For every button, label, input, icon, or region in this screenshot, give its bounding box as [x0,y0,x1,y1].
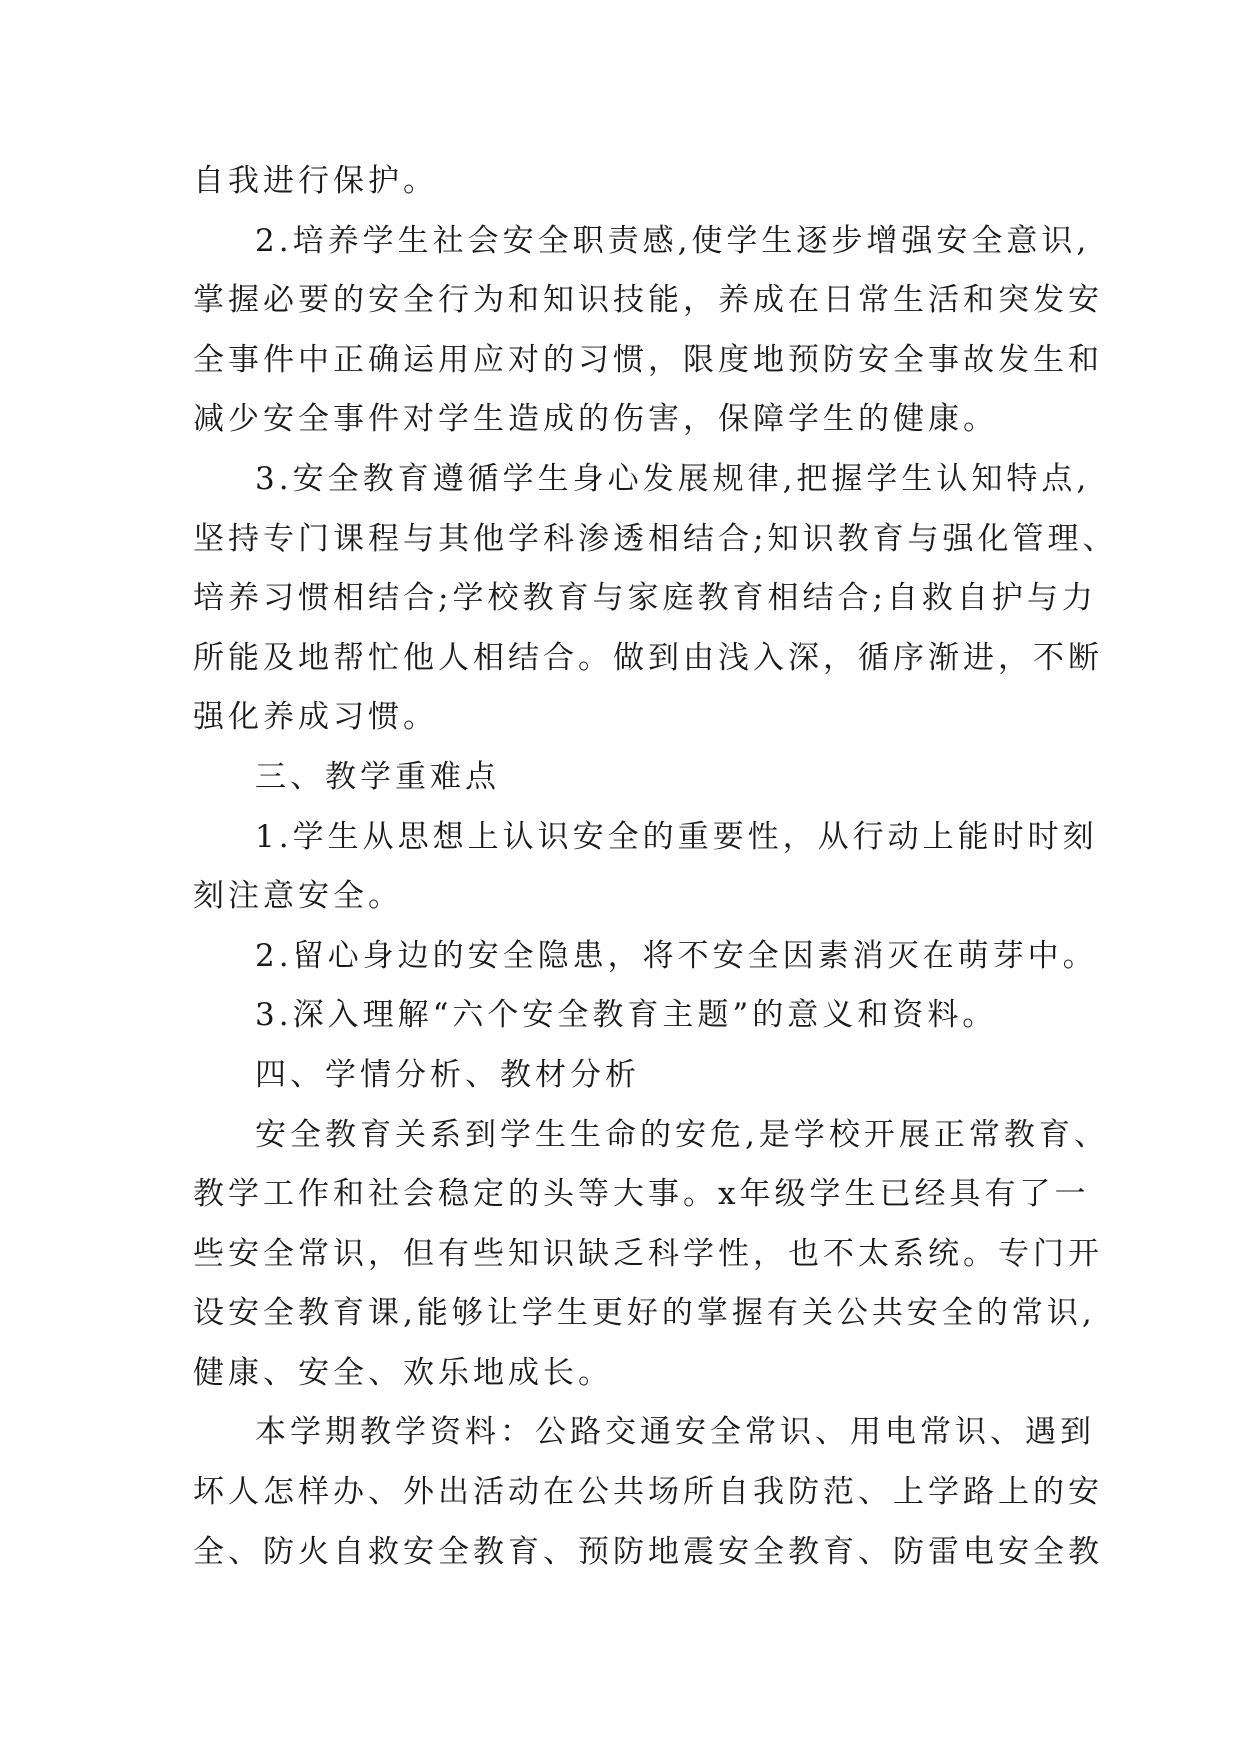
text-line: 本学期教学资料：公路交通安全常识、用电常识、遇到 [255,1414,1095,1451]
text-line: 自我进行保护。 [193,163,438,199]
text-line: 1.学生从思想上认识安全的重要性，从行动上能时时刻 [255,818,1098,855]
text-line: 些安全常识，但有些知识缺乏科学性，也不太系统。专门开 [193,1235,1103,1272]
text-line: 3.安全教育遵循学生身心发展规律,把握学生认知特点, [255,460,1091,497]
text-line: 掌握必要的安全行为和知识技能，养成在日常生活和突发安 [193,282,1103,319]
text-line: 2.留心身边的安全隐患，将不安全因素消灭在萌芽中。 [255,937,1098,974]
text-line: 3.深入理解“六个安全教育主题”的意义和资料。 [255,997,998,1034]
body-text [193,152,1118,1582]
text-line: 减少安全事件对学生造成的伤害，保障学生的健康。 [193,401,998,438]
text-line: 刻注意安全。 [193,878,403,915]
text-line: 坏人怎样办、外出活动在公共场所自我防范、上学路上的安 [193,1474,1103,1511]
text-line: 2.培养学生社会安全职责感,使学生逐步增强安全意识, [255,222,1091,259]
text-line: 培养习惯相结合;学校教育与家庭教育相结合;自救自护与力 [193,580,1097,617]
text-line: 强化养成习惯。 [193,699,438,736]
text-line: 全、防火自救安全教育、预防地震安全教育、防雷电安全教 [193,1533,1103,1570]
section-heading: 四、学情分析、教材分析 [255,1056,640,1093]
section-heading: 三、教学重难点 [255,758,500,795]
text-line: 教学工作和社会稳定的头等大事。x年级学生已经具有了一 [193,1176,1090,1213]
text-line: 所能及地帮忙他人相结合。做到由浅入深，循序渐进，不断 [193,639,1103,676]
text-line: 安全教育关系到学生生命的安危,是学校开展正常教育、 [255,1116,1109,1153]
text-line: 设安全教育课,能够让学生更好的掌握有关公共安全的常识, [193,1295,1096,1332]
text-line: 全事件中正确运用应对的习惯，限度地预防安全事故发生和 [193,341,1103,378]
text-line: 坚持专门课程与其他学科渗透相结合;知识教育与强化管理、 [193,520,1118,557]
text-line: 健康、安全、欢乐地成长。 [193,1354,613,1391]
